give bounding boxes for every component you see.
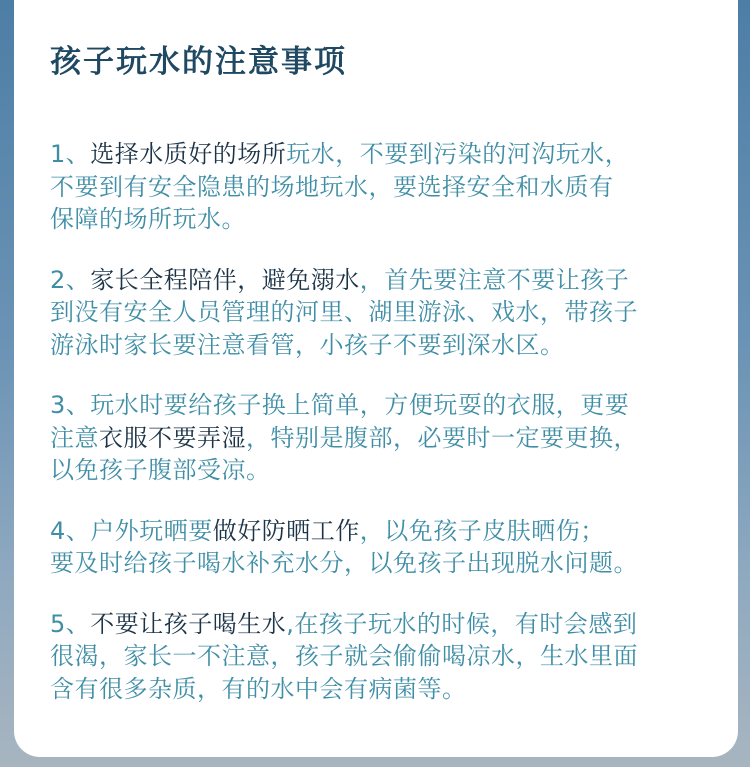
tip-text: ，特别是腹部，必要时一定要更换， (246, 423, 638, 452)
content-card (14, 0, 738, 757)
tip-text: ，以免孩子皮肤晒伤； (359, 516, 605, 545)
tip-emphasis-text: 不要让孩子喝生水 (90, 609, 287, 638)
tip-text: 5、 (50, 609, 91, 638)
tip-line (50, 171, 738, 204)
tip-line (50, 138, 738, 171)
tip-text: 以免孩子腹部受凉。 (50, 456, 271, 484)
tip-text: ，首先要注意不要让孩子 (359, 265, 630, 294)
tip-text: 到没有安全人员管理的河里、湖里游泳、戏水，带孩子 (50, 298, 638, 326)
tip-emphasis-text: 选择水质好的场所 (90, 140, 287, 168)
tip-item-1 (50, 138, 738, 236)
tip-line (50, 264, 738, 297)
tip-line (50, 329, 738, 362)
tip-text: 不要到有安全隐患的场地玩水，要选择安全和水质有 (50, 172, 614, 201)
tip-line (50, 547, 738, 580)
tip-line (50, 608, 738, 641)
tip-text: ,在孩子玩水的时候，有时会感到 (286, 609, 638, 638)
tip-line (50, 422, 738, 455)
tip-emphasis-text: 做好防晒工作 (212, 516, 360, 545)
tip-text: 保障的场所玩水。 (50, 205, 246, 233)
tip-text: 2、 (50, 265, 91, 294)
tip-emphasis-text: 家长全程陪伴，避免溺水 (90, 265, 360, 294)
tip-text: 游泳时家长要注意看管，小孩子不要到深水区。 (50, 330, 565, 359)
tip-item-2 (50, 264, 738, 362)
tip-line (50, 640, 738, 673)
tip-text: 4、户外玩晒要 (50, 516, 213, 545)
tip-item-4 (50, 515, 738, 580)
tip-emphasis-text: 衣服不要弄湿 (99, 423, 246, 452)
tip-text: 注意 (50, 423, 99, 452)
tip-item-3 (50, 389, 738, 487)
tip-item-5 (50, 608, 738, 706)
tip-text: 要及时给孩子喝水补充水分，以免孩子出现脱水问题。 (50, 549, 638, 577)
tip-line (50, 454, 738, 487)
tip-line (50, 515, 738, 548)
tip-line (50, 673, 738, 706)
tip-text: 1、 (50, 140, 91, 168)
tip-line (50, 203, 738, 236)
page-title: 孩子玩水的注意事项 (50, 44, 347, 80)
tip-text: 玩水，不要到污染的河沟玩水， (286, 140, 630, 168)
tip-text: 含有很多杂质，有的水中会有病菌等。 (50, 674, 467, 703)
tip-text: 3、玩水时要给孩子换上简单，方便玩耍的衣服，更要 (50, 391, 630, 419)
tip-line (50, 389, 738, 422)
tips-list (50, 138, 738, 705)
tip-text: 很渴，家长一不注意，孩子就会偷偷喝凉水，生水里面 (50, 642, 638, 670)
tip-line (50, 296, 738, 329)
